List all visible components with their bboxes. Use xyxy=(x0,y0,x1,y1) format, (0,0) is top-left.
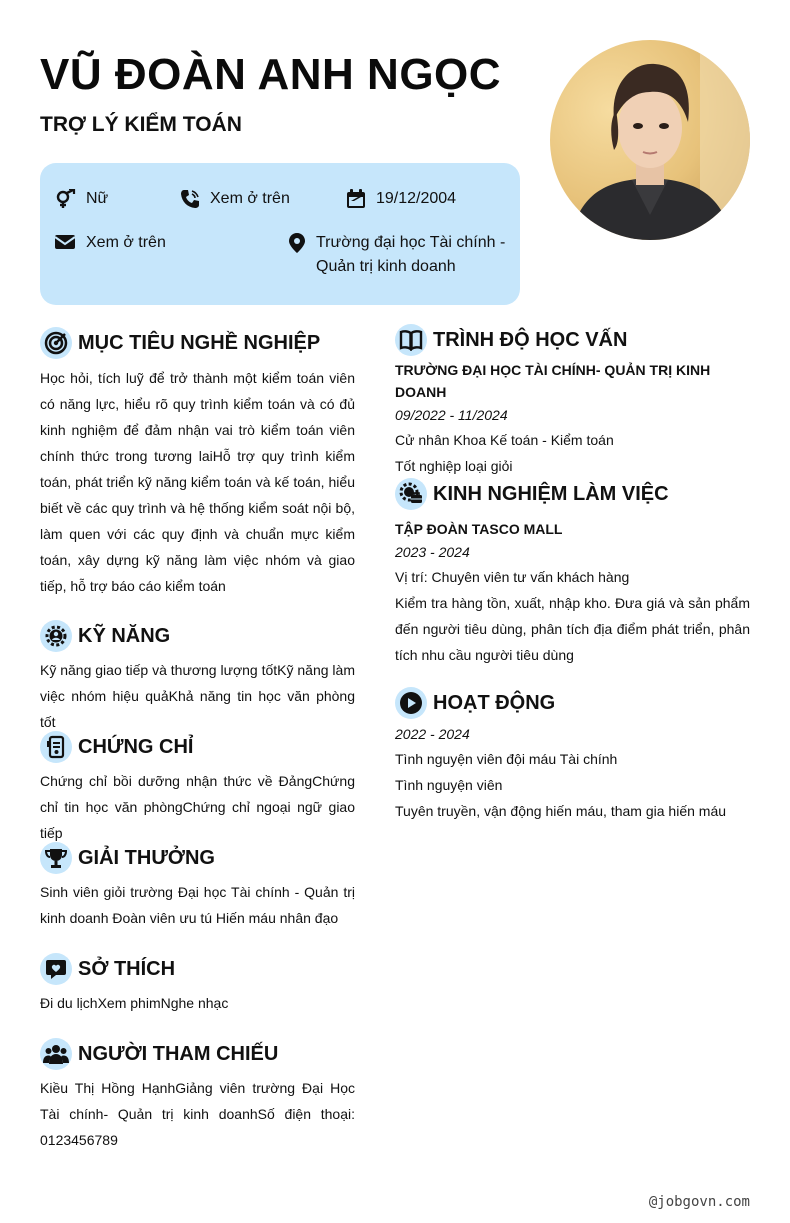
address-value: Trường đại học Tài chính - Quản trị kinh doanh xyxy=(316,234,506,275)
play-icon xyxy=(395,687,427,719)
objective-title: MỤC TIÊU NGHỀ NGHIỆP xyxy=(78,331,321,354)
heart-chat-icon xyxy=(40,953,72,985)
hobbies-section xyxy=(40,953,355,1016)
experience-company: TẬP ĐOÀN TASCO MALL xyxy=(395,521,563,537)
education-school: TRƯỜNG ĐẠI HỌC TÀI CHÍNH- QUẢN TRỊ KINH DOANH xyxy=(395,362,711,400)
skills-title: KỸ NĂNG xyxy=(78,624,171,647)
awards-text: Sinh viên giỏi trường Đại học Tài chính - Quản trị kinh doanh Đoàn viên ưu tú Hiến máu nhân đạo xyxy=(40,884,355,926)
avatar-photo xyxy=(550,40,750,240)
job-title: TRỢ LÝ KIỂM TOÁN xyxy=(40,113,242,136)
certificates-section xyxy=(40,731,355,846)
gender-value: Nữ xyxy=(86,190,109,207)
certificates-title: CHỨNG CHỈ xyxy=(78,735,194,758)
objective-text: Học hỏi, tích luỹ để trở thành một kiểm toán viên có năng lực, hiểu rõ quy trình kiểm toán và có đủ kinh nghiệm để đảm nhận vai trò kiểm toán viên chính thức trong tương laiHỗ trợ quy trình kiểm toán, phát triển kỹ năng kiểm toán và kế toán, hiểu biết về các quy trình và hệ thống kiểm soát nội bộ, làm quen với các quy định và chuẩn mực kiểm toán, xây dựng kỹ năng làm việc nhóm và giao tiếp, hỗ trợ báo cáo kiểm toán xyxy=(40,370,355,594)
education-section xyxy=(395,324,750,479)
birthday-item xyxy=(346,187,456,211)
people-icon xyxy=(40,1038,72,1070)
candidate-name: VŨ ĐOÀN ANH NGỌC xyxy=(40,50,502,99)
skills-section xyxy=(40,620,355,735)
experience-title: KINH NGHIỆM LÀM VIỆC xyxy=(433,482,669,505)
address-item xyxy=(288,231,512,279)
experience-section xyxy=(395,478,750,668)
skills-text: Kỹ năng giao tiếp và thương lượng tốtKỹ năng làm việc nhóm hiệu quảKhả năng tin học văn phòng tốt xyxy=(40,662,355,730)
gender-item xyxy=(54,187,108,211)
certificates-text: Chứng chỉ bồi dưỡng nhận thức về ĐảngChứng chỉ tin học văn phòngChứng chỉ ngoại ngữ giao tiếp xyxy=(40,773,355,841)
experience-period: 2023 - 2024 xyxy=(395,544,470,560)
avatar xyxy=(550,40,750,240)
objective-section xyxy=(40,327,355,599)
trophy-icon xyxy=(40,842,72,874)
email-icon xyxy=(54,233,76,251)
skills-gear-icon xyxy=(40,620,72,652)
email-value: Xem ở trên xyxy=(86,234,166,251)
activities-period: 2022 - 2024 xyxy=(395,726,470,742)
education-grade: Tốt nghiệp loại giỏi xyxy=(395,458,513,474)
location-pin-icon xyxy=(288,233,306,253)
education-title: TRÌNH ĐỘ HỌC VẤN xyxy=(433,328,628,351)
activities-line-1: Tình nguyện viên đội máu Tài chính xyxy=(395,751,618,767)
certificate-icon xyxy=(40,731,72,763)
hobbies-text: Đi du lịchXem phimNghe nhạc xyxy=(40,995,229,1011)
experience-position: Vị trí: Chuyên viên tư vấn khách hàng xyxy=(395,569,630,585)
work-gear-icon xyxy=(395,478,427,510)
references-section xyxy=(40,1038,355,1153)
activities-line-3: Tuyên truyền, vận động hiến máu, tham gia hiến máu xyxy=(395,803,727,819)
activities-title: HOẠT ĐỘNG xyxy=(433,691,556,714)
references-text: Kiều Thị Hồng HạnhGiảng viên trường Đại Học Tài chính- Quản trị kinh doanhSố điện thoại: 0123456789 xyxy=(40,1080,355,1148)
phone-icon xyxy=(180,189,200,209)
awards-title: GIẢI THƯỞNG xyxy=(78,846,215,869)
awards-section xyxy=(40,842,355,931)
activities-section xyxy=(395,687,750,824)
contact-info-box xyxy=(40,163,520,305)
email-item xyxy=(54,231,166,255)
phone-value: Xem ở trên xyxy=(210,190,290,207)
phone-item xyxy=(180,187,290,211)
hobbies-title: SỞ THÍCH xyxy=(78,957,176,980)
book-icon xyxy=(395,324,427,356)
calendar-icon xyxy=(346,189,366,209)
experience-description: Kiểm tra hàng tồn, xuất, nhập kho. Đưa giá và sản phẩm đến người tiêu dùng, phân tích địa điểm phát triển, phân tích nhu cầu người tiêu dùng xyxy=(395,595,750,663)
education-period: 09/2022 - 11/2024 xyxy=(395,407,508,423)
references-title: NGƯỜI THAM CHIẾU xyxy=(78,1042,279,1065)
target-icon xyxy=(40,327,72,359)
education-degree: Cử nhân Khoa Kế toán - Kiểm toán xyxy=(395,432,614,448)
watermark: @jobgovn.com xyxy=(648,1194,750,1210)
birthday-value: 19/12/2004 xyxy=(376,190,457,207)
activities-line-2: Tình nguyện viên xyxy=(395,777,503,793)
gender-icon xyxy=(54,189,76,209)
